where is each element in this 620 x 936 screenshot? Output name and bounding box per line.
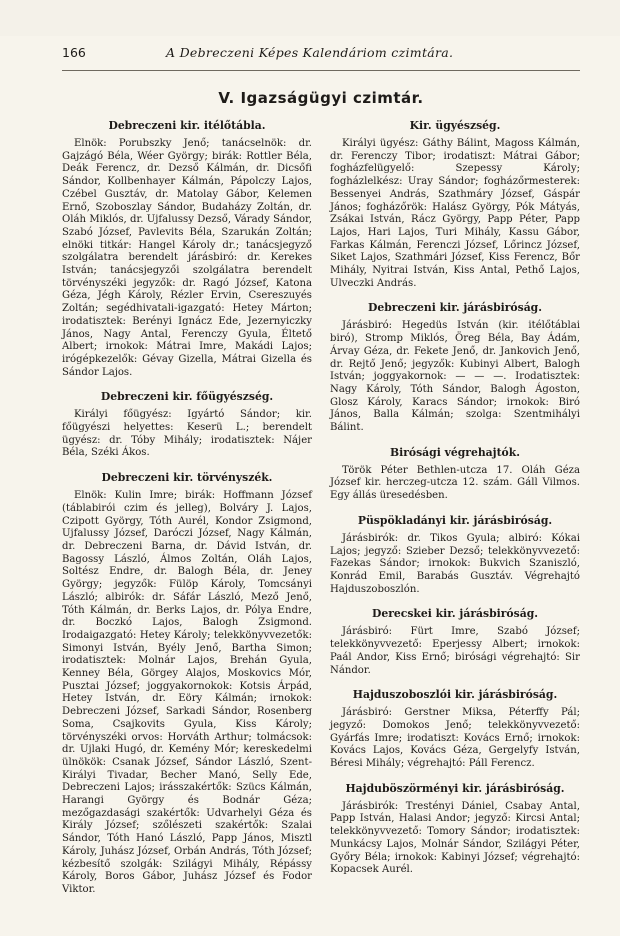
section-title: Debreczeni kir. főügyészség. [100,390,274,404]
section-body: Királyi főügyész: Igyártó Sándor; kir. főügyészi helyettes: Keserü L.; berendelt ügyész: dr. Tóby Mihály; irodatisztek: Nájer Béla, Széki Ákos. [62,409,312,459]
section-title: Hajduszoboszlói kir. járásbiróság. [352,688,558,702]
running-header [62,36,580,71]
section-body: Járásbirók: dr. Tikos Gyula; albiró: Kókai Lajos; jegyző: Szieber Dezső; telekkönyvvezető: Fazekas Sándor; irnokok: Bukvich Szaniszló, Konrád Emil, Barabás Gusztáv. Végrehajtó Hajduszoboszlón. [330,532,580,595]
court-of-appeal-section [62,119,312,379]
page-number: 166 [62,45,86,60]
two-column-directory [62,119,580,908]
section-body: Török Péter Bethlen-utcza 17. Oláh Géza József kir. herczeg-utcza 12. szám. Gáll Vilmos. Egy állás üresedésben. [330,464,580,502]
section-body: Járásbiró: Hegedüs István (kir. itélőtáblai biró), Stromp Miklós, Öreg Béla, Bay Ádám, Árvay Géza, dr. Fekete Jenő, dr. Jankovich Jenő, dr. Rejtő Jenő; jegyzők: Kubinyi Albert, Balogh István; joggyakornok: — — —. Irodatisztek: Nagy Károly, Tóth Sándor, Balogh Ágoston, Glosz Károly, Karacs Sándor; irnokok: Biró János, Balla Kálmán; szolga: Szentmihályi Bálint. [330,320,580,434]
puspokladany-district-court-section [330,514,580,597]
prosecution-section [330,119,580,290]
section-title: Hajduböszörményi kir. járásbiróság. [345,781,565,795]
section-title: Debreczeni kir. itélőtábla. [108,119,266,132]
section-body: Elnök: Porubszky Jenő; tanácselnök: dr. Gajzágó Béla, Wéer György; birák: Rottler Béla, Deák Ferencz, dr. Dezső Kálmán, dr. Dicsőfi Sándor, Kollbenhayer Kálmán, Pápolczy Lajos, Czébel Gusztáv, dr. Matolay Gábor, Kelemen Ernő, Szoboszlay Sándor, Budaházy Zoltán, dr. Oláh Miklós, dr. Ujfalussy Dezső, Várady Sándor, Szabó József, Pavlevits Béla, Szarukán Zoltán; elnöki titkár: Hangel Károly dr.; tanácsjegyző szolgálatra berendelt járásbiró: dr. Kerekes István; tanácsjegyzői szolgálatra berendelt törvényszéki jegyzők: dr. Ragó József, Katona Géza, Jégh Károly, Rézler Ervin, Csereszuyés Zoltán; segédhivatali-igazgató: Hetey Márton; irodatisztek: Berényi Ignácz Ede, Jezernyiczky János, Nagy Antal, Ferenczy Gyula, Éltető Albert; irnokok: Mátrai Imre, Makádi Lajos; irógépkezelők: Gévay Gizella, Mátrai Gizella és Sándor Lajos. [62,138,312,378]
section-title: Kir. ügyészség. [409,119,501,132]
hajduszoboszlo-district-court-section [330,688,580,771]
section-body: Járásbirók: Trestényi Dániel, Csabay Antal, Papp István, Halasi Andor; jegyző: Kircsi Antal; telekkönyvvezető: Tomory Sándor; irodatisztek: Munkácsy Lajos, Molnár Sándor, Szilágyi Péter, Győry Béla; irnokok: Kabinyi József; végrehajtó: Kopacsek Aurél. [330,800,580,876]
chapter-title: V. Igazságügyi czimtár. [218,89,424,107]
left-column [62,119,312,908]
document-page [0,36,620,936]
section-title: Püspökladányi kir. járásbiróság. [357,513,553,527]
chief-prosecution-section [62,390,312,460]
section-title: Birósági végrehajtók. [389,445,521,459]
debrecen-district-court-section [330,301,580,434]
section-title: Debreczeni kir. járásbiróság. [367,301,542,315]
section-body: Elnök: Kulin Imre; birák: Hoffmann József (táblabirói czim és jelleg), Bolváry J. Lajos, Czipott György, Tóth Aurél, Kondor Zsigmond, Ujfalussy József, Daróczi József, Nagy Kálmán, dr. Debreczeni Barna, dr. Dávid István, dr. Bagossy László, Álmos Zoltán, Oláh Lajos, Soltész Endre, dr. Balogh Béla, dr. Jeney György; jegyzők: Fülöp Károly, Tomcsányi László; albirók: dr. Sáfár László, Mező Jenő, Tóth Kálmán, dr. Berks Lajos, dr. Pólya Endre, dr. Boczkó Lajos, Balogh Zsigmond. Irodaigazgató: Hetey Károly; telekkönyvvezetők: Simonyi István, Byély Jenő, Bartha Simon; irodatisztek: Molnár Lajos, Brehán Gyula, Kenney Béla, Görgey Alajos, Moskovics Mór, Pusztai József; joggyakornokok: Kotsis Árpád, Hetey István, dr. Eöry Kálmán; irnokok: Debreczeni József, Sarkadi Sándor, Rosenberg Soma, Csajkovits Gyula, Kiss Károly; törvényszéki orvos: Horváth Arthur; tolmácsok: dr. Ujlaki Hugó, dr. Kemény Mór; kereskedelmi ülnökök: Csanak József, Sándor László, Szent-Királyi Tivadar, Becher Manó, Selly Ede, Debreczeni Lajos; irásszakértők: Szücs Kálmán, Harangi György és Bodnár Géza; mezőgazdasági szakértők: Udvarhelyi Géza és Király József; szőlészeti szakértők: Szalai Sándor, Tóth Hanó László, Papp János, Misztl Károly, Juhász József, Orbán András, Tóth József; kézbesítő szolgák: Szilágyi Mihály, Répássy Károly, Boros Gábor, Juhász József és Fodor Viktor. [62,490,312,895]
section-title: Debreczeni kir. törvényszék. [101,471,273,485]
section-title: Derecskei kir. járásbiróság. [371,607,539,621]
hajduboszormeny-district-court-section [330,782,580,877]
regional-court-section [62,471,312,897]
section-body: Királyi ügyész: Gáthy Bálint, Magoss Kálmán, dr. Ferenczy Tibor; irodatiszt: Mátrai Gábor; fogházfelügyelő: Szepessy Károly; fogházlelkész: Uray Sándor; fogházőrmesterek: Bessenyei András, Szathmáry József, Gáspár János; fogházőrök: Halász György, Pók Mátyás, Zsákai István, Rácz György, Papp Péter, Papp Lajos, Hari Lajos, Turi Mihály, Kassu Gábor, Farkas Kálmán, Ferenczi József, Lőrincz József, Siket Lajos, Szathmári József, Kiss Ferencz, Bőr Mihály, Nyitrai István, Kiss Antal, Pethő Lajos, Ulveczki András. [330,138,580,289]
court-bailiffs-section [330,446,580,503]
right-column [330,119,580,888]
derecske-district-court-section [330,607,580,677]
running-header-title: A Debreczeni Képes Kalendáriom czimtára. [166,45,454,60]
section-body: Járásbiró: Gerstner Miksa, Péterffy Pál; jegyző: Domokos Jenő; telekkönyvvezető: Gyárfás Imre; irodatiszt: Kovács Ernő; irnokok: Kovács Lajos, Kovács Géza, Gergelyfy István, Béresi Mihály; végrehajtó: Páll Ferencz. [330,707,580,770]
section-body: Járásbiró: Fürt Imre, Szabó József; telekkönyvvezető: Eperjessy Albert; irnokok: Paál Andor, Kiss Ernő; birósági végrehajtó: Sir Nándor. [330,626,580,676]
